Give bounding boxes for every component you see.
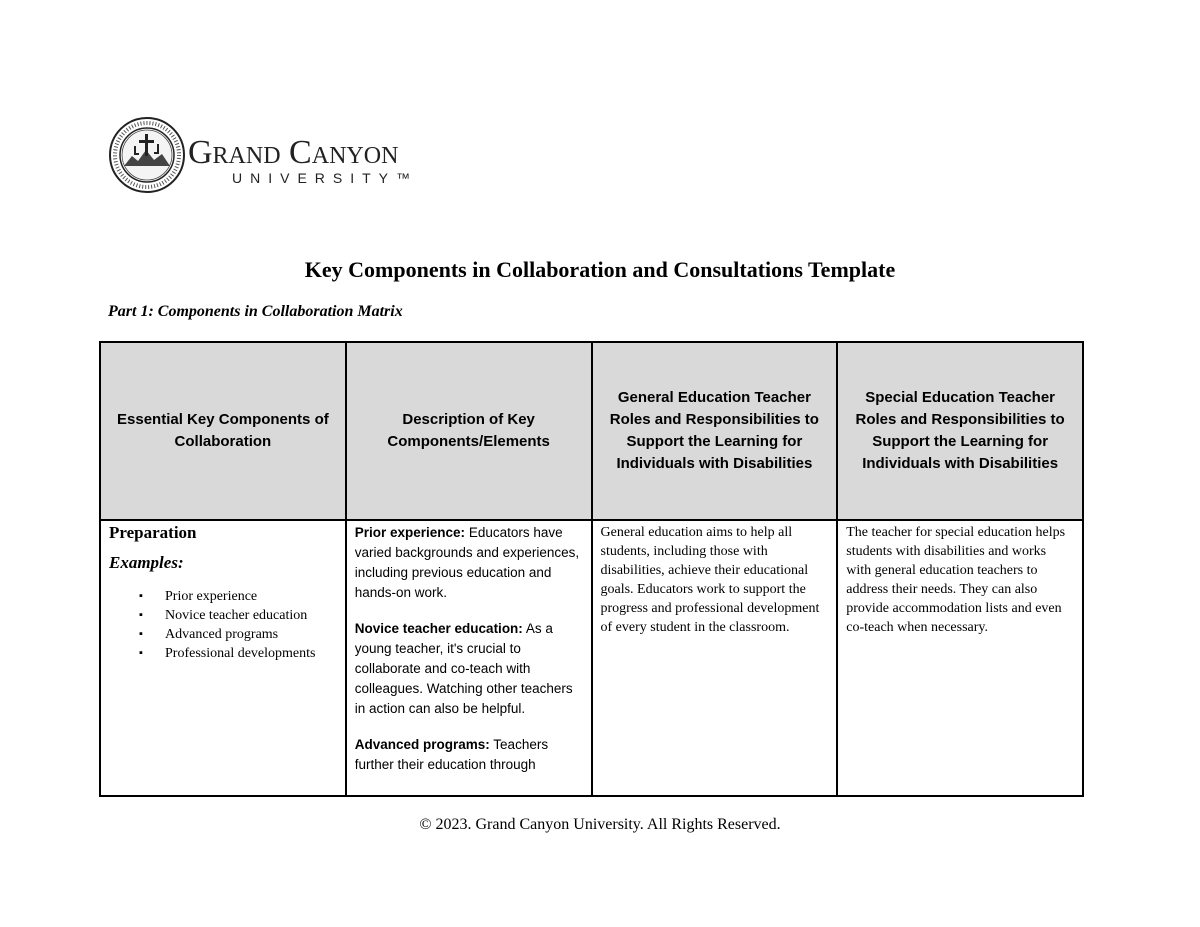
special-ed-cell bbox=[837, 520, 1083, 796]
description-text: As a young teacher, it's crucial to collaborate and co-teach with colleagues. Watching other teachers in action can also be helpful. bbox=[354, 621, 573, 716]
document-title: Key Components in Collaboration and Consultations Template bbox=[304, 257, 896, 282]
general-ed-text: General education aims to help all students, including those with disabilities, achieve their educational goals. Educators work to support the progress and professional development of every student in the classroom. bbox=[600, 525, 820, 635]
header-special-ed-roles: Special Education Teacher Roles and Responsibilities to Support the Learning for Individuals with Disabilities bbox=[837, 342, 1083, 520]
university-seal-icon bbox=[108, 116, 186, 194]
description-text: Educators have varied backgrounds and experiences, including previous education and hands-on work. bbox=[354, 525, 580, 600]
university-logo bbox=[108, 116, 438, 196]
table-header-row bbox=[100, 342, 1083, 520]
description-paragraph bbox=[355, 735, 583, 775]
description-term: Advanced programs: bbox=[354, 737, 490, 752]
description-paragraph bbox=[355, 523, 583, 603]
list-item: ▪ Prior experience bbox=[165, 587, 337, 606]
list-item: ▪ Novice teacher education bbox=[165, 606, 337, 625]
list-item: ▪ Advanced programs bbox=[165, 625, 337, 644]
description-paragraph bbox=[355, 619, 583, 719]
description-term: Novice teacher education: bbox=[354, 621, 523, 636]
component-name: Preparation bbox=[109, 523, 197, 542]
list-item: ▪ Professional developments bbox=[165, 644, 337, 663]
examples-label: Examples: bbox=[109, 553, 184, 572]
general-ed-cell bbox=[592, 520, 838, 796]
copyright-footer: © 2023. Grand Canyon University. All Rights Reserved. bbox=[419, 816, 781, 833]
special-ed-text: The teacher for special education helps students with disabilities and works with general education teachers to address their needs. They can also provide accommodation lists and even co-teach when necessary. bbox=[846, 525, 1066, 635]
description-text: Teachers further their education through bbox=[354, 737, 549, 772]
component-cell bbox=[100, 520, 346, 796]
logo-subtitle: UNIVERSITY™ bbox=[232, 170, 419, 186]
part-title: Part 1: Components in Collaboration Matrix bbox=[108, 303, 403, 320]
collaboration-matrix-table bbox=[99, 341, 1084, 797]
header-description: Description of Key Components/Elements bbox=[346, 342, 592, 520]
header-key-components: Essential Key Components of Collaboration bbox=[100, 342, 346, 520]
description-term: Prior experience: bbox=[354, 525, 466, 540]
description-cell bbox=[346, 520, 592, 796]
examples-list bbox=[109, 587, 337, 663]
table-row bbox=[100, 520, 1083, 796]
header-general-ed-roles: General Education Teacher Roles and Responsibilities to Support the Learning for Individuals with Disabilities bbox=[592, 342, 838, 520]
logo-name: Grand Canyon bbox=[188, 134, 399, 171]
